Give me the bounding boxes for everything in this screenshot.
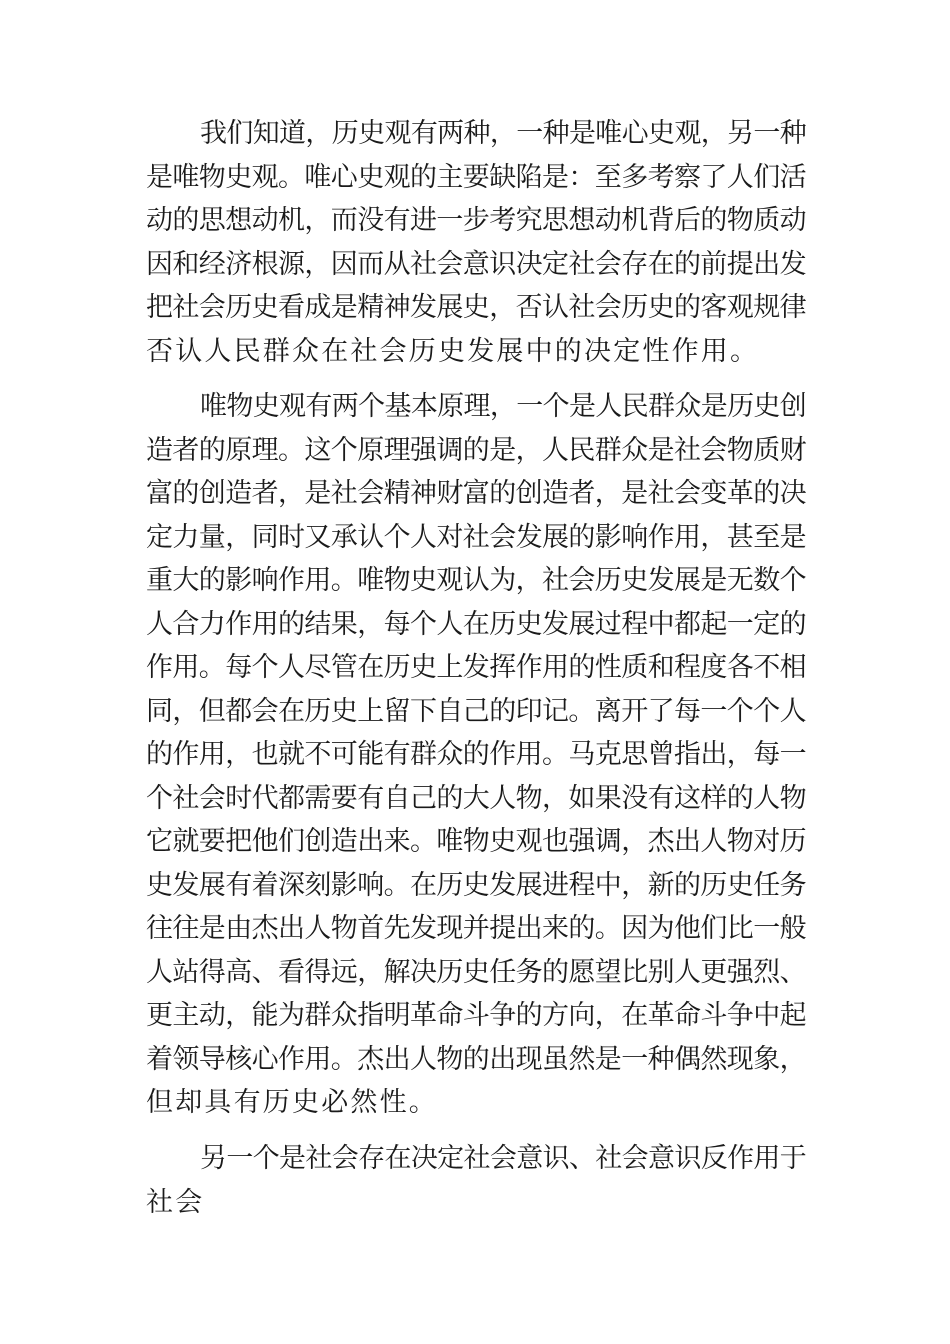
text-line: 同，但都会在历史上留下自己的印记。离开了每一个个人 <box>146 695 806 727</box>
text-line: 人合力作用的结果，每个人在历史发展过程中都起一定的 <box>146 608 806 640</box>
text-line: 唯物史观有两个基本原理，一个是人民群众是历史创 <box>200 391 806 422</box>
text-line: 是唯物史观。唯心史观的主要缺陷是：至多考察了人们活 <box>146 161 806 193</box>
text-line: 富的创造者，是社会精神财富的创造者，是社会变革的决 <box>146 478 806 509</box>
text-line: 造者的原理。这个原理强调的是，人民群众是社会物质财 <box>146 434 806 466</box>
text-line: 因和经济根源，因而从社会意识决定社会存在的前提出发 <box>146 248 806 280</box>
text-line: 作用。每个人尽管在历史上发挥作用的性质和程度各不相 <box>146 652 806 683</box>
paragraph-2 <box>146 385 806 1125</box>
text-line: 人站得高、看得远，解决历史任务的愿望比别人更强烈、 <box>146 956 806 988</box>
text-line: 但却具有历史必然性。 <box>146 1087 438 1118</box>
text-line: 另一个是社会存在决定社会意识、社会意识反作用于 <box>200 1143 806 1174</box>
text-line: 它就要把他们创造出来。唯物史观也强调，杰出人物对历 <box>146 826 806 857</box>
text-line: 着领导核心作用。杰出人物的出现虽然是一种偶然现象， <box>146 1043 806 1075</box>
text-line: 把社会历史看成是精神发展史，否认社会历史的客观规律 <box>146 292 806 323</box>
text-line: 个社会时代都需要有自己的大人物，如果没有这样的人物 <box>146 782 806 814</box>
paragraph-3 <box>146 1137 806 1224</box>
text-line: 我们知道，历史观有两种，一种是唯心史观，另一种 <box>200 118 806 149</box>
text-line: 往往是由杰出人物首先发现并提出来的。因为他们比一般 <box>146 913 806 944</box>
text-line: 史发展有着深刻影响。在历史发展进程中，新的历史任务 <box>146 869 806 901</box>
text-line: 的作用，也就不可能有群众的作用。马克思曾指出，每一 <box>146 739 806 770</box>
text-line: 更主动，能为群众指明革命斗争的方向，在革命斗争中起 <box>146 1000 806 1031</box>
text-line: 社会 <box>146 1186 205 1218</box>
paragraph-1 <box>146 112 806 373</box>
text-line: 否认人民群众在社会历史发展中的决定性作用。 <box>146 335 760 367</box>
text-line: 动的思想动机，而没有进一步考究思想动机背后的物质动 <box>146 205 806 236</box>
text-line: 重大的影响作用。唯物史观认为，社会历史发展是无数个 <box>146 565 806 596</box>
text-line: 定力量，同时又承认个人对社会发展的影响作用，甚至是 <box>146 521 806 553</box>
